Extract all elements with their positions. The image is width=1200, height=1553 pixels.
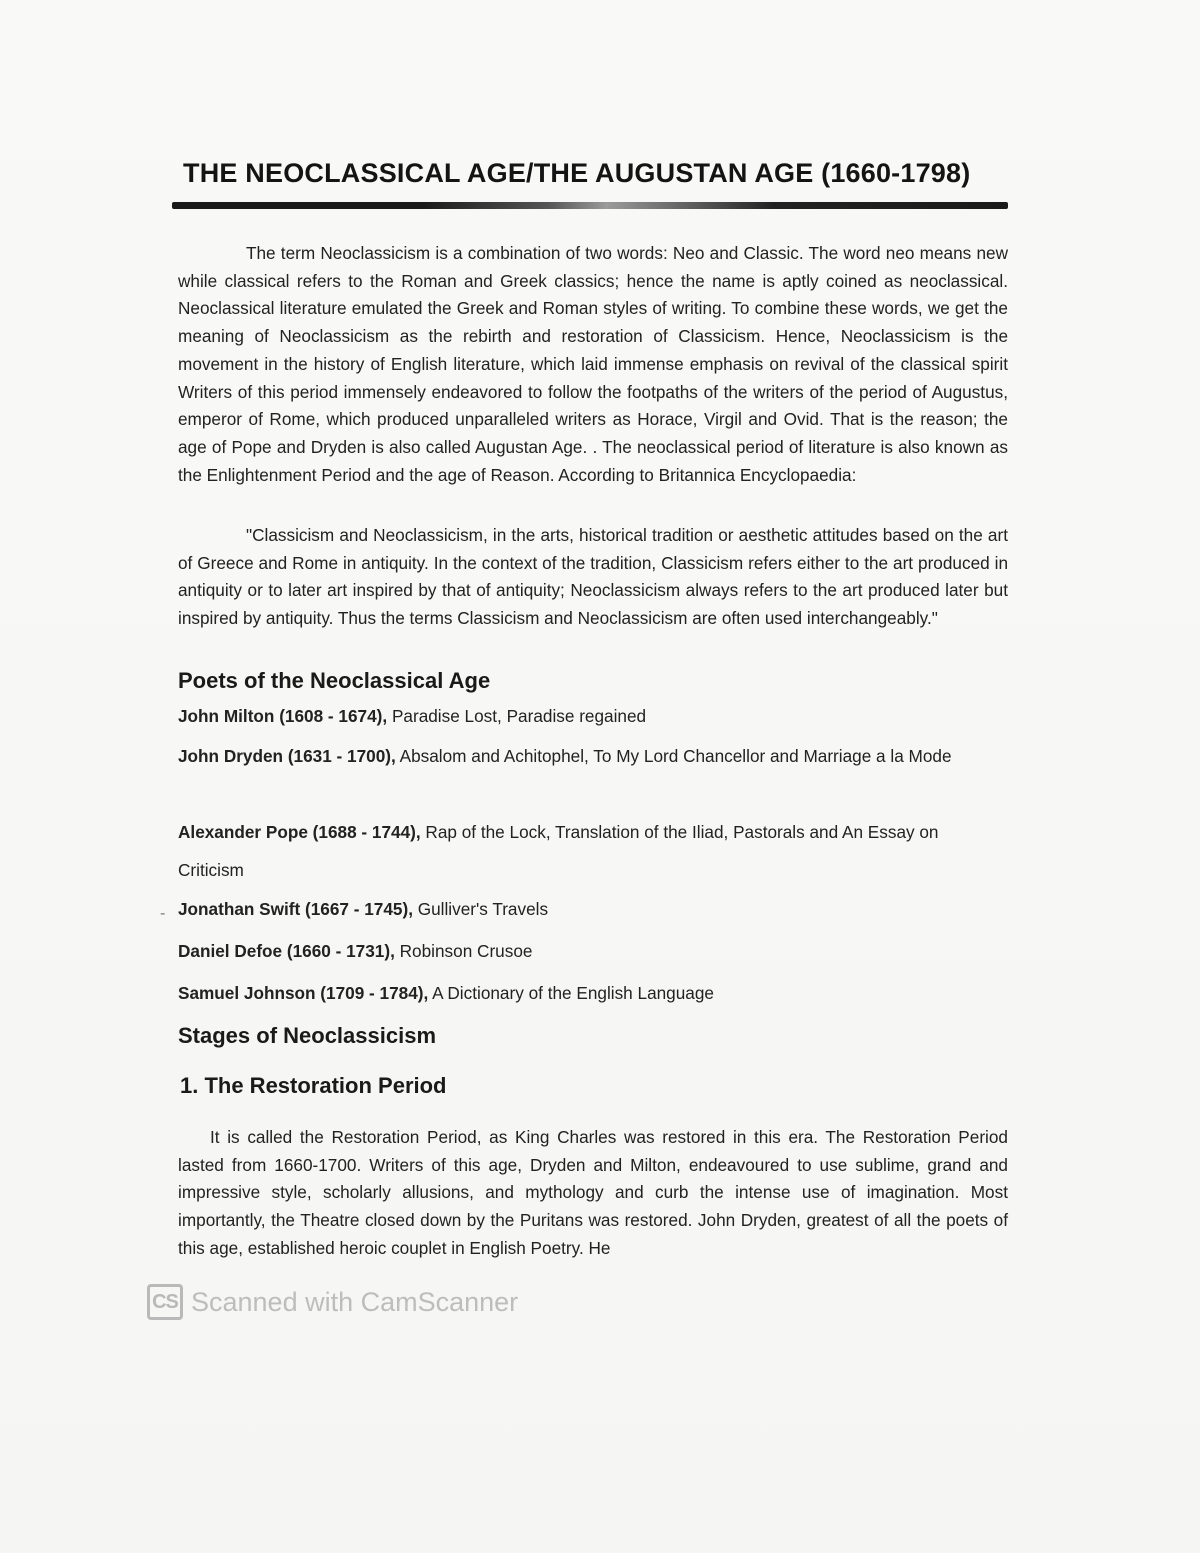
poet-works: Gulliver's Travels (412, 899, 549, 919)
poet-entry (178, 813, 1008, 889)
scan-mark: - (160, 905, 166, 922)
poet-works: A Dictionary of the English Language (428, 983, 714, 1003)
intro-paragraph: The term Neoclassicism is a combination of two words: Neo and Classic. The word neo means new while classical refers to the Roman and Greek classics; hence the name is aptly coined as neoclassical. Neoclassical literature emulated the Greek and Roman styles of writing. To combine these words, we get the meaning of Neoclassicism as the rebirth and restoration of Classicism. Hence, Neoclassicism is the movement in the history of English literature, which laid immense emphasis on revival of the classical spirit Writers of this period immensely endeavored to follow the footpaths of the writers of the period of Augustus, emperor of Rome, which produced unparalleled writers as Horace, Virgil and Ovid. That is the reason; the age of Pope and Dryden is also called Augustan Age. . The neoclassical period of literature is also known as the Enlightenment Period and the age of Reason. According to Britannica Encyclopaedia: (178, 243, 1008, 485)
poet-works: Robinson Crusoe (394, 941, 533, 961)
camscanner-watermark (147, 1284, 518, 1320)
poet-name: John Milton (1608 - 1674), (178, 706, 388, 726)
title-underline-rule (172, 202, 1008, 209)
britannica-quote-paragraph: "Classicism and Neoclassicism, in the arts, historical tradition or aesthetic attitudes based on the art of Greece and Rome in antiquity. In the context of the tradition, Classicism refers either to the art produced in antiquity or to later art inspired by that of antiquity; Neoclassicism always refers to the art produced later but inspired by antiquity. Thus the terms Classicism and Neoclassicism are often used interchangeably." (178, 525, 1008, 628)
poet-entry (178, 737, 1008, 775)
poet-name: Daniel Defoe (1660 - 1731), (178, 941, 395, 961)
poet-works: Absalom and Achitophel, To My Lord Chancellor and Marriage a la Mode (395, 746, 952, 766)
stages-heading: Stages of Neoclassicism (178, 1023, 437, 1048)
poet-name: Samuel Johnson (1709 - 1784), (178, 983, 429, 1003)
poet-entry (178, 974, 1008, 1012)
poet-works: Rap of the Lock, Translation of the Iliad, Pastorals and An Essay on Criticism (178, 822, 939, 880)
restoration-paragraph: It is called the Restoration Period, as King Charles was restored in this era. The Restoration Period lasted from 1660-1700. Writers of this age, Dryden and Milton, endeavoured to use sublime, grand and impressive style, scholarly allusions, and mythology and curb the intense use of imagination. Most importantly, the Theatre closed down by the Puritans was restored. John Dryden, greatest of all the poets of this age, established heroic couplet in English Poetry. He (178, 1127, 1008, 1258)
page-title: THE NEOCLASSICAL AGE/THE AUGUSTAN AGE (1660-1798) (183, 158, 971, 188)
restoration-period-heading: 1. The Restoration Period (180, 1073, 447, 1098)
poet-entry (178, 932, 1008, 970)
poet-entry (178, 697, 1008, 735)
poet-name: John Dryden (1631 - 1700), (178, 746, 396, 766)
poet-name: Alexander Pope (1688 - 1744), (178, 822, 421, 842)
watermark-text: Scanned with CamScanner (191, 1286, 519, 1317)
poets-heading: Poets of the Neoclassical Age (178, 668, 491, 693)
poet-entry (178, 890, 1008, 928)
camscanner-logo-icon: CS (147, 1284, 183, 1320)
poet-works: Paradise Lost, Paradise regained (387, 706, 647, 726)
poet-name: Jonathan Swift (1667 - 1745), (178, 899, 413, 919)
